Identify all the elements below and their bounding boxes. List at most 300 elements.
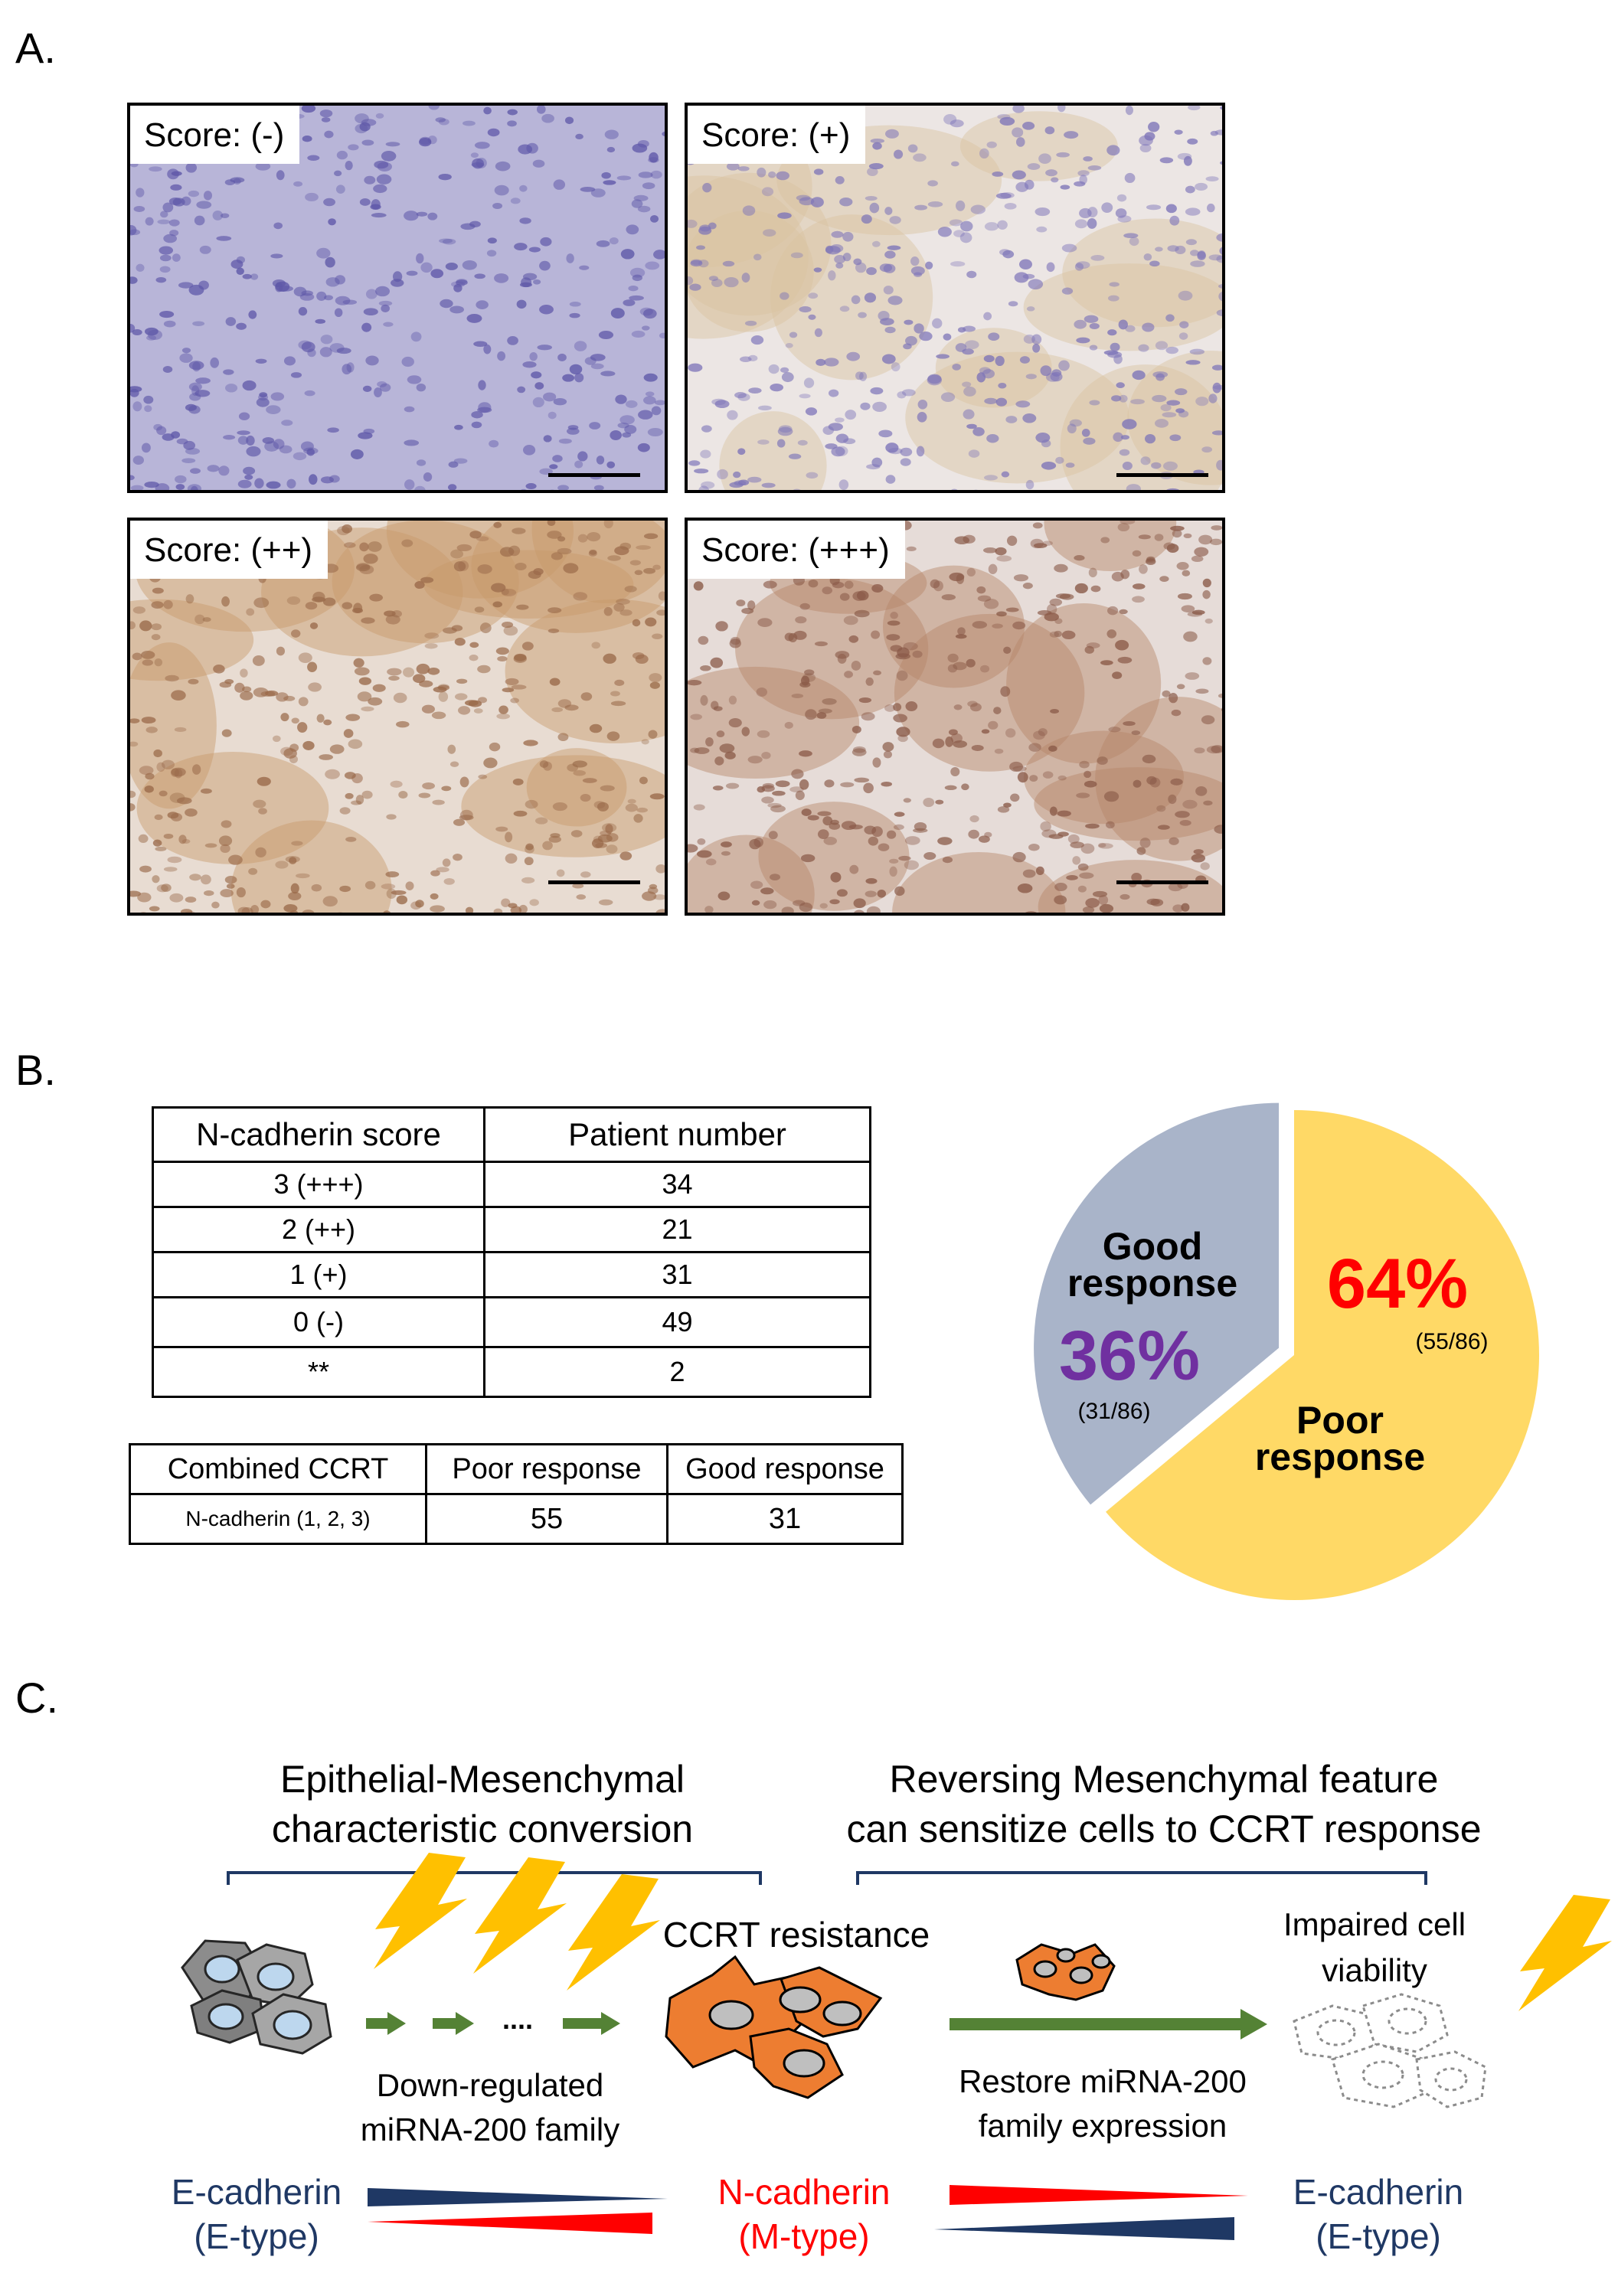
cell-nucleus xyxy=(1203,801,1212,805)
cell-nucleus xyxy=(1028,844,1040,851)
cell-nucleus xyxy=(483,107,492,115)
cell-nucleus xyxy=(603,654,616,664)
cell-nucleus xyxy=(842,232,853,242)
cell-nucleus xyxy=(963,387,976,397)
cell-nucleus xyxy=(302,136,312,142)
cell-nucleus xyxy=(880,263,892,272)
poor-label-line1: Poor xyxy=(1296,1399,1384,1442)
cell-nucleus xyxy=(894,825,904,830)
cell-nucleus xyxy=(1155,341,1168,350)
cell-nucleus xyxy=(652,407,662,416)
cell-nucleus xyxy=(738,480,749,485)
cell-nucleus xyxy=(882,742,894,752)
cell-nucleus xyxy=(500,547,514,557)
cell-nucleus xyxy=(404,479,414,490)
cell-nucleus xyxy=(893,714,907,723)
cell-nucleus xyxy=(397,895,407,904)
cell-nucleus xyxy=(376,113,384,119)
cell-nucleus xyxy=(752,900,760,906)
cell-nucleus xyxy=(893,703,901,711)
cell-nucleus xyxy=(591,188,606,198)
cell-nucleus xyxy=(364,176,375,185)
cell-nucleus xyxy=(886,634,900,641)
cell-nucleus xyxy=(1201,715,1214,724)
cell-nucleus xyxy=(619,851,632,860)
cell-nucleus xyxy=(159,246,173,254)
cell-nucleus xyxy=(463,260,477,270)
cell-nucleus xyxy=(598,834,613,843)
cell-nucleus xyxy=(494,909,503,915)
restore-line2: family expression xyxy=(978,2108,1227,2144)
cell-nucleus xyxy=(831,446,845,456)
cell-nucleus xyxy=(458,706,470,714)
cell-nucleus xyxy=(307,155,319,161)
cell-nucleus xyxy=(257,777,271,786)
cell-nucleus xyxy=(995,749,1004,754)
cell-nucleus xyxy=(579,266,589,270)
cell-nucleus xyxy=(736,599,745,606)
cell-nucleus xyxy=(589,550,597,557)
cell-nucleus xyxy=(758,406,772,410)
cell-nucleus xyxy=(156,426,166,435)
cell-nucleus xyxy=(1104,791,1119,802)
cell-nucleus xyxy=(133,456,144,465)
cell-nucleus xyxy=(605,129,619,139)
cell-nucleus xyxy=(1045,126,1055,134)
cell-nucleus xyxy=(610,430,622,440)
cell-nucleus xyxy=(1133,583,1146,590)
cell-nucleus xyxy=(896,727,910,736)
cell-nucleus xyxy=(1200,862,1209,870)
cell-nucleus xyxy=(845,581,854,590)
cell-nucleus xyxy=(789,454,801,459)
cell-nucleus xyxy=(535,818,548,825)
cell-nucleus xyxy=(718,892,731,901)
cell-nucleus xyxy=(273,736,281,743)
cell-nucleus xyxy=(1108,727,1120,732)
cell-nucleus xyxy=(591,642,600,648)
cell-nucleus xyxy=(219,835,232,846)
cell-nucleus xyxy=(638,443,650,452)
cell-nucleus xyxy=(828,270,835,280)
cell-nucleus xyxy=(1198,250,1206,259)
cell-nucleus xyxy=(513,779,524,785)
cell-nucleus xyxy=(1177,684,1185,689)
cell-nucleus xyxy=(378,162,392,171)
cell-nucleus xyxy=(604,607,613,616)
cell-nucleus xyxy=(1148,122,1159,132)
cell-nucleus xyxy=(597,240,610,247)
cell-nucleus xyxy=(325,257,335,268)
cell-nucleus xyxy=(340,807,351,814)
cell-nucleus xyxy=(698,636,709,645)
cell-nucleus xyxy=(852,748,867,756)
cell-nucleus xyxy=(628,799,636,804)
cell-nucleus xyxy=(156,763,165,772)
cell-nucleus xyxy=(885,129,899,139)
combined-ccrt-table xyxy=(129,1443,904,1545)
cell-nucleus xyxy=(626,400,638,408)
cell-nucleus xyxy=(223,369,234,374)
cell-nucleus xyxy=(894,887,904,896)
cell-nucleus xyxy=(364,308,378,315)
cell-nucleus xyxy=(291,629,300,638)
cell-nucleus xyxy=(132,401,142,411)
cell-nucleus xyxy=(299,307,307,315)
cell-nucleus xyxy=(1028,743,1041,751)
cell-nucleus xyxy=(181,909,192,915)
cell-nucleus xyxy=(914,205,927,211)
cell-nucleus xyxy=(327,427,339,433)
cell-nucleus xyxy=(163,366,173,373)
cell-nucleus xyxy=(780,367,789,373)
cell-nucleus xyxy=(995,356,1004,366)
cell-nucleus xyxy=(913,153,927,162)
cell-nucleus xyxy=(857,590,869,600)
cell-nucleus xyxy=(273,222,283,229)
cell-nucleus xyxy=(954,536,969,544)
cell-nucleus xyxy=(589,422,600,429)
cell-nucleus xyxy=(1190,349,1205,355)
cell-nucleus xyxy=(1003,647,1011,654)
cell-nucleus xyxy=(436,867,449,872)
cell-nucleus xyxy=(799,394,811,398)
cell-nucleus xyxy=(1177,562,1189,570)
cell-nucleus xyxy=(287,596,300,605)
cell-nucleus xyxy=(808,315,816,320)
cell-nucleus xyxy=(448,484,456,490)
cell-nucleus xyxy=(498,706,508,714)
header-combined-ccrt: Combined CCRT xyxy=(130,1445,427,1494)
cell-nucleus xyxy=(248,868,257,875)
cell-nucleus xyxy=(615,394,626,403)
cell-nucleus xyxy=(843,253,851,261)
cell-nucleus xyxy=(185,808,198,817)
cell-nucleus xyxy=(511,906,522,915)
cell-nucleus xyxy=(322,117,331,122)
score-cell: 0 (-) xyxy=(153,1298,485,1347)
cell-nucleus xyxy=(189,285,204,296)
cell-nucleus xyxy=(208,465,220,472)
cell-nucleus xyxy=(748,756,763,763)
cell-nucleus xyxy=(956,634,967,639)
cell-nucleus xyxy=(361,139,374,145)
cell-nucleus xyxy=(1074,555,1084,560)
cell-nucleus xyxy=(770,384,783,391)
cell-nucleus xyxy=(537,345,552,350)
cell-nucleus xyxy=(420,137,431,145)
cell-nucleus xyxy=(523,445,535,456)
good-count-cell: 31 xyxy=(668,1494,903,1544)
cell-nucleus xyxy=(567,428,580,435)
cell-nucleus xyxy=(763,581,777,589)
cell-nucleus xyxy=(1005,416,1017,423)
cell-nucleus xyxy=(316,248,330,259)
cell-nucleus xyxy=(438,174,451,180)
cell-nucleus xyxy=(1044,612,1059,621)
cell-nucleus xyxy=(361,617,374,623)
cell-nucleus xyxy=(792,694,804,698)
cell-nucleus xyxy=(866,464,880,469)
cell-nucleus xyxy=(904,861,919,870)
cell-nucleus xyxy=(819,709,832,714)
cell-nucleus xyxy=(152,588,164,594)
cell-nucleus xyxy=(808,292,818,299)
cell-nucleus xyxy=(559,439,572,444)
cell-nucleus xyxy=(824,779,834,787)
cell-nucleus xyxy=(236,323,247,330)
cell-nucleus xyxy=(417,459,426,465)
cell-nucleus xyxy=(275,861,288,868)
cell-nucleus xyxy=(1208,394,1217,403)
cell-nucleus xyxy=(870,203,880,214)
cell-nucleus xyxy=(644,374,658,382)
cell-nucleus xyxy=(328,218,336,225)
cell-nucleus xyxy=(450,550,463,559)
cell-nucleus xyxy=(441,786,451,792)
cell-nucleus xyxy=(923,852,936,860)
cell-nucleus xyxy=(887,831,896,839)
cell-nucleus xyxy=(949,573,964,581)
cell-nucleus xyxy=(1190,250,1199,256)
cell-nucleus xyxy=(243,380,257,390)
cell-nucleus xyxy=(427,213,437,220)
cell-nucleus xyxy=(918,400,928,410)
cell-nucleus xyxy=(925,262,933,269)
cell-nucleus xyxy=(643,309,657,318)
cell-nucleus xyxy=(996,612,1007,617)
cell-nucleus xyxy=(507,109,517,116)
cell-nucleus xyxy=(617,175,632,180)
cell-nucleus xyxy=(1083,438,1095,445)
cell-nucleus xyxy=(1023,583,1033,589)
cell-nucleus xyxy=(478,380,485,390)
cell-nucleus xyxy=(1121,435,1129,439)
cell-nucleus xyxy=(891,362,901,371)
cell-nucleus xyxy=(645,262,659,270)
cell-nucleus xyxy=(185,897,197,903)
cell-nucleus xyxy=(379,301,393,306)
cell-nucleus xyxy=(996,193,1012,199)
cell-nucleus xyxy=(550,678,561,686)
cell-nucleus xyxy=(638,140,649,148)
cell-nucleus xyxy=(901,458,911,465)
cell-nucleus xyxy=(761,796,774,803)
scale-bar xyxy=(548,473,640,477)
cell-nucleus xyxy=(1120,449,1129,456)
cell-nucleus xyxy=(1129,237,1139,246)
cell-nucleus xyxy=(942,594,956,600)
cell-nucleus xyxy=(424,632,439,639)
cell-nucleus xyxy=(1085,646,1094,654)
cell-nucleus xyxy=(993,707,1001,714)
cell-nucleus xyxy=(770,805,786,812)
cell-nucleus xyxy=(690,714,702,720)
cell-nucleus xyxy=(294,287,307,297)
cell-nucleus xyxy=(648,730,657,738)
lightning-icon xyxy=(1518,1895,1612,2011)
n-cadherin-line2: (M-type) xyxy=(738,2216,870,2256)
cell-nucleus xyxy=(636,808,648,812)
cell-nucleus xyxy=(1005,203,1017,210)
cell-nucleus xyxy=(1081,844,1095,854)
cell-nucleus xyxy=(851,296,861,305)
cell-nucleus xyxy=(1194,849,1204,854)
cell-nucleus xyxy=(1062,244,1077,253)
cell-nucleus xyxy=(795,616,806,623)
cell-nucleus xyxy=(472,422,482,429)
cell-nucleus xyxy=(840,782,854,788)
cell-nucleus xyxy=(1022,122,1035,130)
cell-nucleus xyxy=(1170,779,1182,785)
cell-nucleus xyxy=(1057,831,1069,836)
cell-nucleus xyxy=(1207,204,1215,212)
cell-nucleus xyxy=(986,142,996,149)
cell-nucleus xyxy=(171,769,179,777)
e-cadherin-right-line1: E-cadherin xyxy=(1293,2172,1464,2212)
cell-nucleus xyxy=(1036,227,1047,233)
cell-nucleus xyxy=(769,364,780,374)
cell-nucleus xyxy=(1195,689,1208,694)
cell-nucleus xyxy=(782,372,794,382)
cell-nucleus xyxy=(757,439,769,445)
cell-nucleus xyxy=(238,436,249,444)
cell-nucleus xyxy=(814,168,824,175)
cell-nucleus xyxy=(992,171,1003,177)
cell-nucleus xyxy=(607,731,620,741)
cell-nucleus xyxy=(454,425,463,430)
cell-nucleus xyxy=(1159,576,1169,582)
cell-nucleus xyxy=(962,381,971,387)
cell-nucleus xyxy=(966,271,976,279)
cell-nucleus xyxy=(623,299,635,306)
cell-nucleus xyxy=(188,191,199,197)
cell-nucleus xyxy=(1087,218,1097,229)
cell-nucleus xyxy=(523,273,537,280)
header-score: N-cadherin score xyxy=(153,1108,485,1162)
cell-nucleus xyxy=(1061,185,1070,189)
micrograph-tissue xyxy=(130,521,668,916)
cell-nucleus xyxy=(777,212,792,219)
cell-nucleus xyxy=(1084,771,1091,778)
cell-nucleus xyxy=(573,592,587,600)
cell-nucleus xyxy=(557,733,568,741)
cell-nucleus xyxy=(299,652,312,663)
cell-nucleus xyxy=(865,292,876,302)
cell-nucleus xyxy=(443,239,456,245)
cell-nucleus xyxy=(1090,255,1104,261)
cell-nucleus xyxy=(361,707,374,711)
cell-nucleus xyxy=(1126,106,1133,115)
cell-nucleus xyxy=(570,302,581,307)
cell-nucleus xyxy=(1194,547,1208,557)
cell-nucleus xyxy=(335,308,342,317)
cell-nucleus xyxy=(1190,260,1205,267)
table-row xyxy=(153,1253,871,1298)
cell-nucleus xyxy=(533,279,541,285)
score-label: Score: (++) xyxy=(130,521,328,579)
cell-nucleus xyxy=(1062,631,1076,639)
cell-nucleus xyxy=(1182,570,1191,576)
cell-nucleus xyxy=(292,717,299,723)
cell-nucleus xyxy=(887,620,901,625)
cell-nucleus xyxy=(139,834,149,843)
cell-nucleus xyxy=(385,871,399,877)
panel-b-letter: B. xyxy=(15,1046,56,1094)
cell-nucleus xyxy=(815,328,822,337)
cell-nucleus xyxy=(1163,462,1178,471)
cell-nucleus xyxy=(743,205,756,216)
cell-nucleus xyxy=(642,182,655,189)
cell-nucleus xyxy=(539,305,554,314)
e-cadherin-left-line1: E-cadherin xyxy=(171,2172,342,2212)
cell-nucleus xyxy=(1097,756,1107,765)
cell-nucleus xyxy=(401,539,413,547)
cell-nucleus xyxy=(1179,321,1188,328)
cell-nucleus xyxy=(136,264,144,272)
cell-nucleus xyxy=(967,701,977,707)
cell-nucleus xyxy=(1034,543,1048,548)
cell-nucleus xyxy=(943,857,953,863)
cell-nucleus xyxy=(829,900,839,905)
cell-nucleus xyxy=(1212,430,1225,435)
cell-nucleus xyxy=(840,305,850,312)
cell-nucleus xyxy=(548,490,557,493)
cell-nucleus xyxy=(1172,710,1182,716)
cell-nucleus xyxy=(1152,395,1166,402)
cell-nucleus xyxy=(1155,419,1169,428)
cell-nucleus xyxy=(144,405,152,412)
cell-nucleus xyxy=(904,798,911,802)
cell-nucleus xyxy=(1133,550,1142,557)
cell-nucleus xyxy=(291,372,302,378)
cell-nucleus xyxy=(1028,163,1041,170)
cell-nucleus xyxy=(820,903,828,909)
cell-nucleus xyxy=(1041,439,1051,447)
cell-nucleus xyxy=(1100,904,1113,913)
cell-nucleus xyxy=(853,259,861,266)
cell-nucleus xyxy=(566,253,574,263)
cell-nucleus xyxy=(1035,207,1050,216)
score-label: Score: (+++) xyxy=(688,521,905,579)
cell-nucleus xyxy=(729,696,737,705)
cell-nucleus xyxy=(1062,288,1073,295)
cell-nucleus xyxy=(1211,525,1222,531)
cell-nucleus xyxy=(747,477,761,483)
cell-nucleus xyxy=(595,843,607,848)
cell-nucleus xyxy=(477,564,492,573)
cell-nucleus xyxy=(624,425,636,434)
cell-nucleus xyxy=(866,267,877,275)
cell-nucleus xyxy=(855,610,870,618)
cell-nucleus xyxy=(997,220,1007,230)
cell-nucleus xyxy=(1110,343,1120,351)
cell-nucleus xyxy=(443,858,451,867)
cell-nucleus xyxy=(194,390,210,397)
cell-nucleus xyxy=(450,762,459,767)
cell-nucleus xyxy=(237,887,246,897)
cell-nucleus xyxy=(337,913,351,916)
cell-nucleus xyxy=(381,151,397,162)
cell-nucleus xyxy=(471,152,479,158)
cell-nucleus xyxy=(475,142,490,149)
cell-nucleus xyxy=(688,460,700,465)
cell-nucleus xyxy=(557,548,572,554)
cell-nucleus xyxy=(1216,460,1225,471)
cell-nucleus xyxy=(884,286,894,294)
cell-nucleus xyxy=(656,609,667,616)
cell-nucleus xyxy=(476,158,487,168)
